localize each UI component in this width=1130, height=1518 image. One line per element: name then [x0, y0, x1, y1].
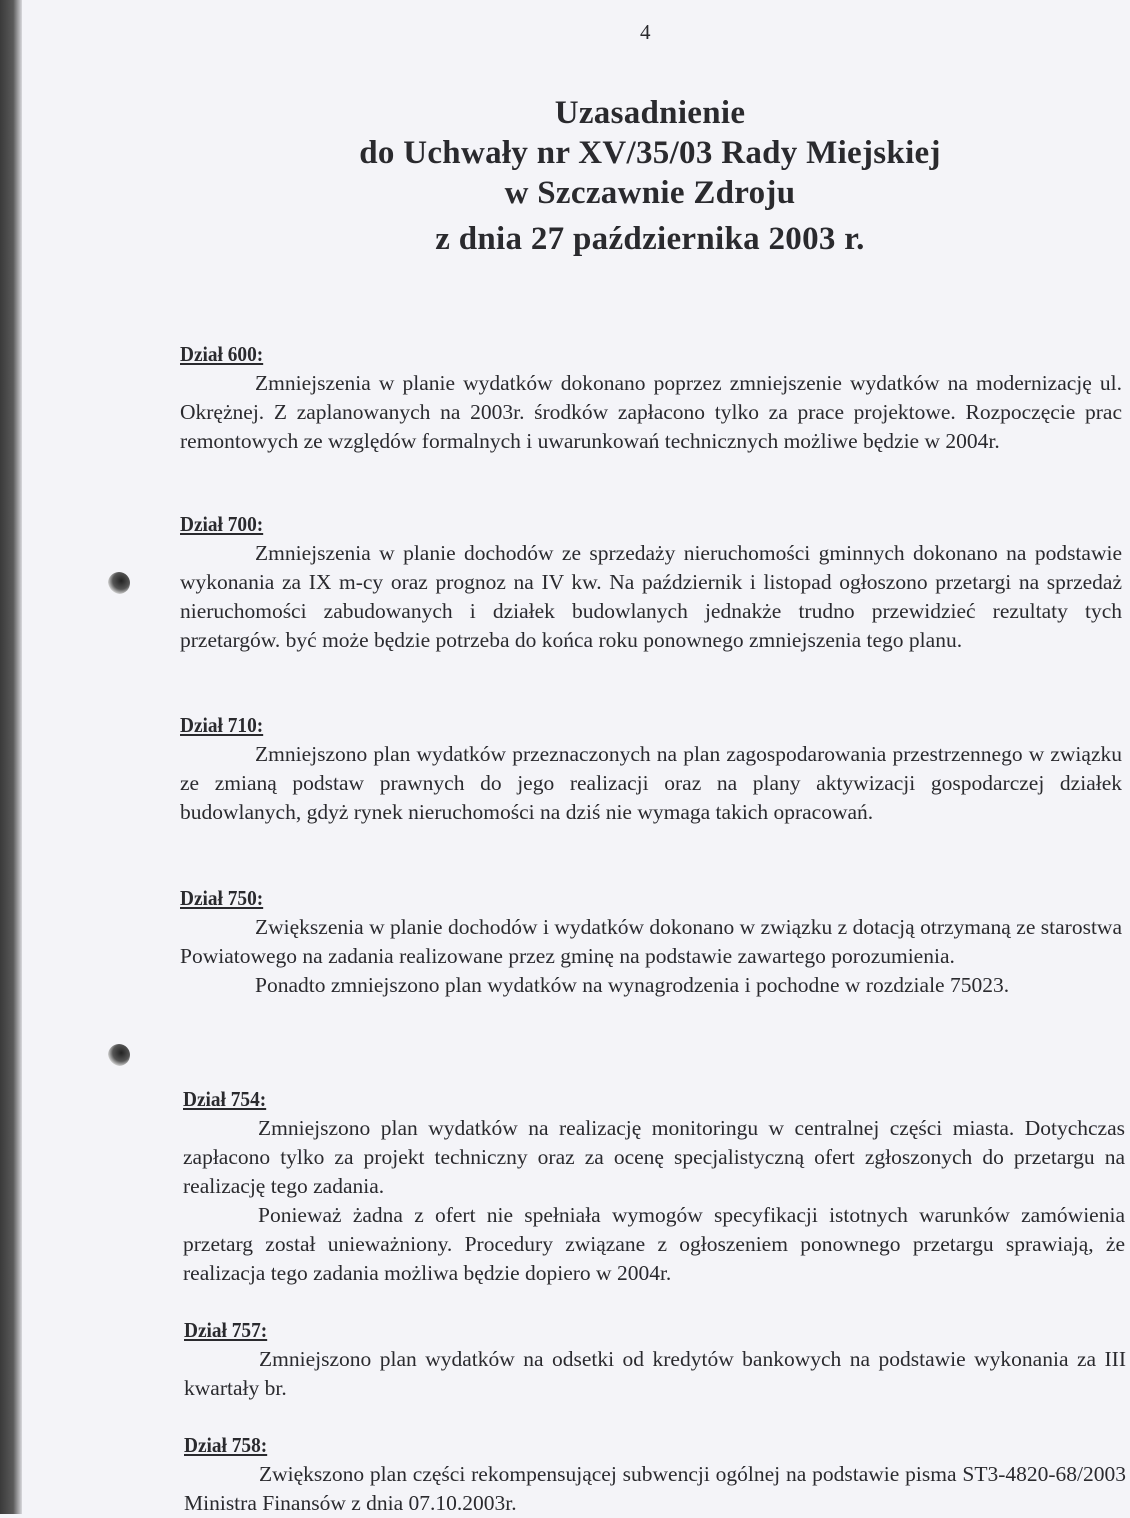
page-number: 4: [640, 20, 651, 44]
document-title: [300, 93, 1000, 259]
section-paragraph: Zmniejszenia w planie wydatków dokonano poprzez zmniejszenie wydatków na modernizację ul. Okrężnej. Z zaplanowanych na 2003r. środków zapłacono tylko za prace projektowe. Rozpoczęcie prac remontowych ze względów formalnych i uwarunkowań technicznych możliwe będzie w 2004r.: [180, 371, 1122, 453]
section-dzial-710: [180, 711, 1122, 827]
section-heading: Dział 710:: [180, 713, 264, 737]
section-dzial-700: [180, 510, 1122, 655]
section-paragraph: Zmniejszono plan wydatków na realizację monitoringu w centralnej części miasta. Dotychczas zapłacono tylko za projekt techniczny oraz za ocenę specjalistyczną ofert zgłoszonych do przetargu na realizację tego zadania.: [183, 1116, 1125, 1198]
section-heading: Dział 700:: [180, 512, 264, 536]
punch-hole: [108, 572, 130, 594]
section-heading: Dział 754:: [183, 1087, 267, 1111]
section-paragraph: Zmniejszono plan wydatków przeznaczonych na plan zagospodarowania przestrzennego w związku ze zmianą podstaw prawnych do jego realizacji oraz na plany aktywizacji gospodarczej działek budowlanych, gdyż rynek nieruchomości na dziś nie wymaga takich opracowań.: [180, 742, 1122, 824]
section-paragraph: Zmniejszono plan wydatków na odsetki od kredytów bankowych na podstawie wykonania za III kwartały br.: [184, 1347, 1126, 1400]
section-dzial-750: [180, 884, 1122, 1000]
section-dzial-600: [180, 340, 1122, 456]
title-line: z dnia 27 października 2003 r.: [435, 221, 865, 257]
section-dzial-754: [183, 1085, 1125, 1288]
title-line: Uzasadnienie: [554, 95, 746, 131]
section-paragraph: Ponieważ żadna z ofert nie spełniała wymogów specyfikacji istotnych warunków zamówienia przetarg został unieważniony. Procedury związane z ogłoszeniem ponownego przetargu sprawiają, że realizacja tego zadania możliwa będzie dopiero w 2004r.: [183, 1203, 1125, 1285]
title-line: w Szczawnie Zdroju: [504, 175, 796, 211]
section-paragraph: Zwiększono plan części rekompensującej subwencji ogólnej na podstawie pisma ST3-4820-68/2003 Ministra Finansów z dnia 07.10.2003r.: [184, 1462, 1126, 1515]
section-paragraph: Zmniejszenia w planie dochodów ze sprzedaży nieruchomości gminnych dokonano na podstawie wykonania za IX m-cy oraz prognoz na IV kw. Na październik i listopad ogłoszono przetargi na sprzedaż nieruchomości zabudowanych i działek budowlanych jednakże trudno przewidzieć rezultaty tych przetargów. być może będzie potrzeba do końca roku ponownego zmniejszenia tego planu.: [180, 541, 1122, 652]
section-dzial-757: [184, 1316, 1126, 1403]
section-heading: Dział 750:: [180, 886, 264, 910]
section-paragraph: Ponadto zmniejszono plan wydatków na wynagrodzenia i pochodne w rozdziale 75023.: [255, 973, 1010, 997]
title-line: do Uchwały nr XV/35/03 Rady Miejskiej: [359, 135, 941, 171]
section-paragraph: Zwiększenia w planie dochodów i wydatków dokonano w związku z dotacją otrzymaną ze starostwa Powiatowego na zadania realizowane przez gminę na podstawie zawartego porozumienia.: [180, 915, 1122, 968]
section-dzial-758: [184, 1431, 1126, 1518]
section-heading: Dział 600:: [180, 342, 264, 366]
section-heading: Dział 758:: [184, 1433, 268, 1457]
scan-edge: [0, 0, 22, 1514]
punch-hole: [108, 1044, 130, 1066]
section-heading: Dział 757:: [184, 1318, 268, 1342]
